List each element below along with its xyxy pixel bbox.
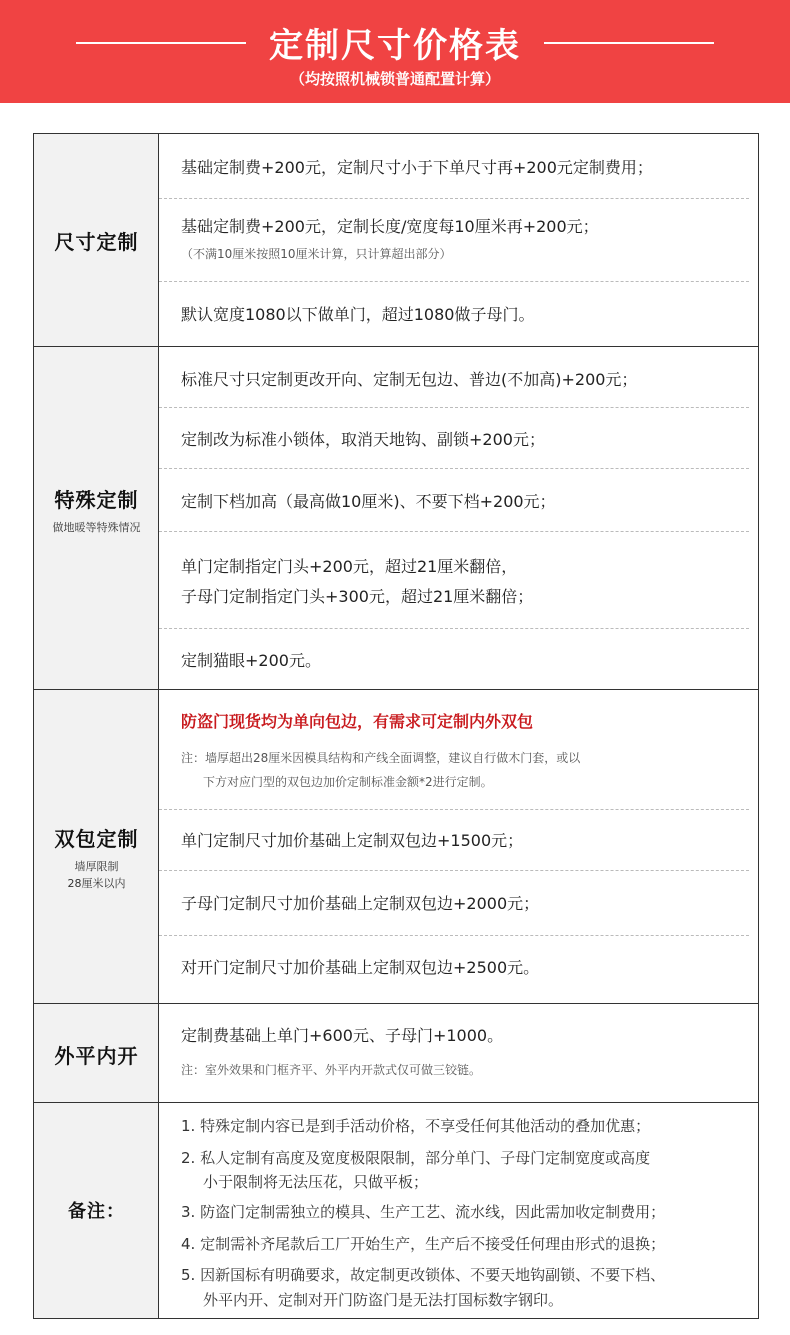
- remark-item-1: 1. 特殊定制内容已是到手活动价格，不享受任何其他活动的叠加优惠；: [181, 1117, 651, 1135]
- special-row-5: 子母门定制指定门头+300元，超过21厘米翻倍；: [181, 587, 534, 606]
- section-remarks-label: 备注：: [68, 1201, 125, 1222]
- size-row-3: 默认宽度1080以下做单门，超过1080做子母门。: [181, 305, 535, 324]
- section-size-label-cell: [34, 134, 159, 346]
- section-outer: [34, 1004, 758, 1103]
- row-divider: [159, 935, 749, 936]
- section-special-label-cell: [34, 347, 159, 689]
- special-row-4: 单门定制指定门头+200元，超过21厘米翻倍，: [181, 557, 518, 576]
- row-divider: [159, 531, 749, 532]
- remark-item-5: 5. 因新国标有明确要求，故定制更改锁体、不要天地钩副锁、不要下档、: [181, 1266, 666, 1284]
- row-divider: [159, 281, 749, 282]
- special-row-6: 定制猫眼+200元。: [181, 651, 321, 670]
- section-double: [34, 690, 758, 1004]
- double-row-2: 子母门定制尺寸加价基础上定制双包边+2000元；: [181, 894, 540, 913]
- special-row-1: 标准尺寸只定制更改开向、定制无包边、普边(不加高)+200元；: [181, 370, 638, 389]
- double-row-3: 对开门定制尺寸加价基础上定制双包边+2500元。: [181, 958, 540, 977]
- section-outer-content: [159, 1004, 758, 1102]
- outer-note: 注：室外效果和门框齐平、外平内开款式仅可做三铰链。: [181, 1063, 482, 1077]
- size-row-2: 基础定制费+200元，定制长度/宽度每10厘米再+200元；: [181, 217, 599, 236]
- remark-item-4: 4. 定制需补齐尾款后工厂开始生产，生产后不接受任何理由形式的退换；: [181, 1235, 666, 1253]
- remark-item-2: 2. 私人定制有高度及宽度极限限制，部分单门、子母门定制宽度或高度: [181, 1149, 651, 1167]
- row-divider: [159, 198, 749, 199]
- section-remarks-label-cell: [34, 1103, 159, 1318]
- double-highlight: 防盗门现货均为单向包边，有需求可定制内外双包: [181, 712, 534, 731]
- row-divider: [159, 809, 749, 810]
- section-double-label-cell: [34, 690, 159, 1003]
- section-outer-label-cell: [34, 1004, 159, 1102]
- section-special-content: [159, 347, 758, 689]
- page-title: 定制尺寸价格表: [269, 26, 521, 66]
- remark-item-5-cont: 外平内开、定制对开门防盗门是无法打国标数字钢印。: [203, 1291, 564, 1309]
- double-row-1: 单门定制尺寸加价基础上定制双包边+1500元；: [181, 831, 524, 850]
- section-double-content: [159, 690, 758, 1003]
- section-remarks: [34, 1103, 758, 1318]
- remark-item-2-cont: 小于限制将无法压花，只做平板；: [203, 1173, 429, 1191]
- section-double-sublabel-1: 墙厚限制: [74, 860, 119, 873]
- header-banner: [0, 0, 790, 103]
- special-row-2: 定制改为标准小锁体，取消天地钩、副锁+200元；: [181, 430, 545, 449]
- section-size: [34, 134, 758, 347]
- section-size-label: 尺寸定制: [54, 230, 139, 254]
- section-double-label: 双包定制: [54, 827, 139, 851]
- double-note-2: 下方对应门型的双包边加价定制标准金额*2进行定制。: [203, 775, 493, 789]
- page-subtitle: （均按照机械锁普通配置计算）: [289, 70, 500, 88]
- section-outer-label: 外平内开: [54, 1044, 139, 1068]
- double-note-1: 注：墙厚超出28厘米因模具结构和产线全面调整，建议自行做木门套，或以: [181, 751, 581, 765]
- section-double-sublabel-2: 28厘米以内: [67, 877, 126, 890]
- section-special-label: 特殊定制: [54, 488, 139, 512]
- row-divider: [159, 407, 749, 408]
- section-special: [34, 347, 758, 690]
- outer-row: 定制费基础上单门+600元、子母门+1000。: [181, 1026, 504, 1045]
- row-divider: [159, 628, 749, 629]
- remark-item-3: 3. 防盗门定制需独立的模具、生产工艺、流水线，因此需加收定制费用；: [181, 1203, 666, 1221]
- special-row-3: 定制下档加高（最高做10厘米)、不要下档+200元；: [181, 492, 556, 511]
- row-divider: [159, 468, 749, 469]
- section-size-content: [159, 134, 758, 346]
- row-divider: [159, 870, 749, 871]
- price-table: [33, 133, 759, 1319]
- size-row-2-note: （不满10厘米按照10厘米计算，只计算超出部分）: [181, 247, 452, 261]
- size-row-1: 基础定制费+200元，定制尺寸小于下单尺寸再+200元定制费用；: [181, 158, 653, 177]
- section-remarks-content: [159, 1103, 758, 1318]
- section-special-sublabel: 做地暖等特殊情况: [52, 521, 141, 534]
